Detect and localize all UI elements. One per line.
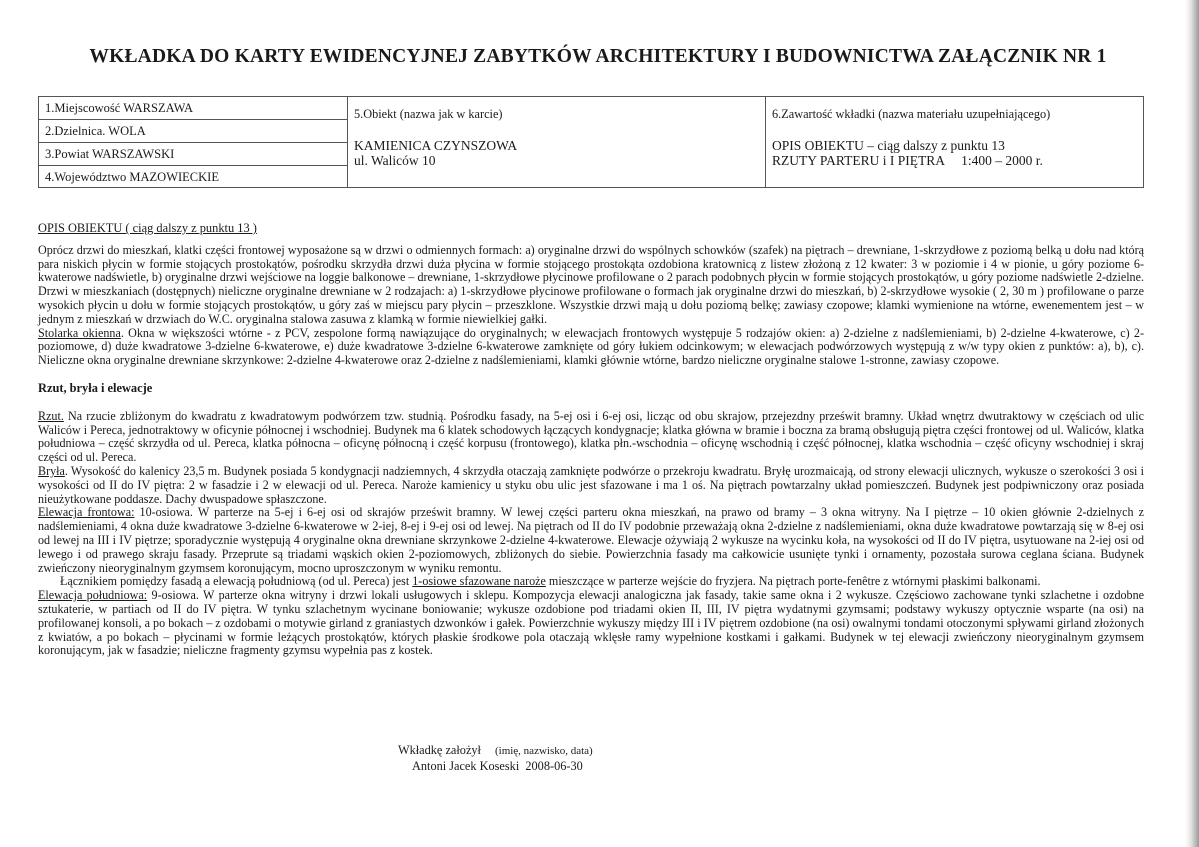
contents-line-1: OPIS OBIEKTU – ciąg dalszy z punktu 13 (772, 138, 1005, 153)
signature-block (398, 743, 593, 774)
contents-line-2: RZUTY PARTERU i I PIĘTRA 1:400 – 2000 r. (772, 153, 1043, 168)
contents-label: 6.Zawartość wkładki (nazwa materiału uzupełniającego) (772, 107, 1051, 121)
description-body (38, 222, 1144, 658)
header-table (38, 96, 1144, 188)
object-address: ul. Waliców 10 (354, 153, 436, 168)
connector-highlight: 1-osiowe sfazowane naroże (412, 574, 546, 589)
location-province: 4.Województwo MAZOWIECKIE (45, 170, 219, 184)
signature-label: Wkładkę założył (398, 743, 481, 757)
location-column (39, 97, 348, 187)
document-title: WKŁADKA DO KARTY EWIDENCYJNEJ ZABYTKÓW ARCHITEKTURY I BUDOWNICTWA ZAŁĄCZNIK NR 1 (89, 46, 1107, 67)
object-column (348, 97, 766, 187)
connector-paragraph (38, 575, 1144, 589)
south-text: 9-osiowa. W parterze okna witryny i drzwi lokali usługowych i sklepu. Kompozycja elewacji analogiczna jak fasady, takie same okna i 2 wykusze. Częściowo zachowane tynki szlachetne i ozdobne sztukaterie, w partiach od II do IV piętra. W tynku szlachetnym wycinane boniowanie; wykusze ozdobione pod triadami okien II, III, IV piętra wydatnymi gzymsami; podstawy wykuszy optycznie wsparte (na osi) na profilowanej konsoli, a po bokach – z ozdobami o motywie girland z graniastych dzwonków i gałek. Powierzchnie wykuszy między III i IV piętrem ozdobione (na osi) owalnymi tondami otoczonymi spływami girland złożonych z kwiatów, a po bokach – płycinami w formie leżących prostokątów, których płaskie środkowe pola otaczają wklęsłe ramy wypełnione kostkami i gałkami. Budynek w tej elewacji zwieńczony nieoryginalnym gzymsem koronującym, jak w fasadzie; nieliczne fragmenty gzymsu wypełnia pas z kostek. (38, 588, 1144, 658)
object-name: KAMIENICA CZYNSZOWA (354, 138, 518, 153)
signature-hint: (imię, nazwisko, data) (494, 745, 593, 757)
section-title: OPIS OBIEKTU ( ciąg dalszy z punktu 13 ) (38, 221, 257, 235)
plan-label: Rzut. (38, 408, 64, 423)
doors-text: Oprócz drzwi do mieszkań, klatki części frontowej wyposażone są w drzwi o odmiennych formach: a) oryginalne drzwi do wspólnych schowków (szafek) na piętrach – drewniane, 1-skrzydłowe z poziomą belką u dołu nad którą para niskich płycin w formie stojących prostokątów, pośrodku skrzydła drzwi duża płycina w formie stojącego prostokąta ozdobiona kratownicą z listew złożoną z 12 kwater: 3 w poziomie i 4 w pionie, u góry poziome 6-kwaterowe nadświetle, b) oryginalne drzwi wejściowe na loggie balkonowe – drewniane, 1-skrzydłowe płycinowe profilowane o 2 parach podobnych płycin w formie stojących prostokątów, u góry poziome nadświetle 2-dzielne. Drzwi w mieszkaniach (dostępnych) nieliczne oryginalne drewniane w 2 rodzajach: a) 1-skrzydłowe płycinowe profilowane o formach jak oryginalne drzwi do mieszkań, b) 2-skrzydłowe wysokie ( 2, 30 m ) profilowane o parze wysokich płycin u dołu w formie stojących prostokątów, u góry zaś w miejscu pary płycin – przeszklone. Wszystkie drzwi mają u dołu poziomą belkę; zawiasy czopowe; klamki wymienione na wtórne, ewenementem jest – w jednym z mieszkań w drzwiach do W.C. oryginalna stalowa zasuwa z klamką w formie niewielkiej gałki. (38, 242, 1144, 326)
location-county: 3.Powiat WARSZAWSKI (39, 143, 347, 166)
location-city: 1.Miejscowość WARSZAWA (39, 97, 347, 120)
doors-paragraph (38, 244, 1144, 368)
mass-label: Bryła (38, 463, 65, 478)
windows-text: . Okna w większości wtórne - z PCV, zespolone formą nawiązujące do oryginalnych; w elewacjach frontowych występuje 5 rodzajów okien: a) 2-dzielne z nadślemieniami, b) 2-dzielne 4-kwaterowe, c) 2-poziomowe, d) duże kwadratowe 3-dzielne 6-kwaterowe, e) duże kwadratowe 3-dzielne 6-kwaterowe zamknięte od góry łukiem odcinkowym; w elewacjach podwórzowych występują z w/w typy okien z punktów: a), b), c). Nieliczne okna oryginalne drewniane skrzynkowe: 2-dzielne 4-kwaterowe oraz 2-dzielne z nadślemieniami, klamki głównie wtórne, bardzo nieliczne oryginalne stalowe 1-stronne, zawiasy czopowe. (38, 325, 1144, 368)
front-label: Elewacja frontowa: (38, 505, 135, 520)
location-district: 2.Dzielnica. WOLA (39, 120, 347, 143)
plan-paragraph (38, 410, 1144, 576)
connector-pre: Łącznikiem pomiędzy fasadą a elewacją południową (od ul. Pereca) jest (60, 574, 413, 589)
heading-plan-mass-elevations: Rzut, bryła i elewacje (38, 380, 153, 395)
south-paragraph (38, 589, 1144, 658)
connector-post: mieszczące w parterze wejście do fryzjera. Na piętrach porte-fenêtre z wtórnymi płaskimi balkonami. (545, 574, 1041, 589)
mass-text: . Wysokość do kalenicy 23,5 m. Budynek posiada 5 kondygnacji nadziemnych, 4 skrzydła otaczają zamknięte podwórze o przekroju kwadratu. Bryłę urozmaicają, od strony elewacji ulicznych, wykusze o szerokości 3 osi i wysokości od II do IV piętra: 2 w fasadzie i 2 w elewacji od ul. Pereca. Naroże kamienicy u styku obu ulic jest sfazowane i ma 1 oś. Na piętrach powtarzalny układ pomieszczeń. Budynek jest podpiwniczony oraz posiada nieużytkowane poddasze. Dachy dwuspadowe spłaszczone. (38, 463, 1144, 506)
object-label: 5.Obiekt (nazwa jak w karcie) (354, 107, 503, 121)
signature-name: Antoni Jacek Koseski 2008-06-30 (412, 759, 583, 773)
south-label: Elewacja południowa: (38, 588, 148, 603)
signature-line-1 (398, 743, 593, 759)
front-text: 10-osiowa. W parterze na 5-ej i 6-ej osi od skrajów prześwit bramny. W lewej części parteru okna mieszkań, na prawo od bramy – 3 okna witryny. Na I piętrze – 10 okien głównie 2-dzielnych z nadślemieniami, 4 okna duże kwadratowe 3-dzielne 6-kwaterowe w 2-iej, 8-ej i 9-ej osi od lewej. Na piętrach od II do IV podobnie przeważają okna 2-dzielne z nadślemieniami, okna duże kwadratowe powtarzają się w 8-ej osi od lewej na III i IV piętrze; sporadycznie występują 4 oryginalne okna drewniane skrzynkowe 2-dzielne 4-kwaterowe. Elewacje ożywiają 2 wykusze na wycinku koła, na wysokości od II do IV piętra, usytuowane na 2-iej osi od lewego i od prawego skraju fasady. Przeprute są triadami wąskich okien 2-poziomowych, zbliżonych do siebie. Powierzchnia fasady ma całkowicie usunięte tynki i ornamenty, pozostała surowa ceglana ściana. Budynek zwieńczony nieoryginalnym gzymsem koronującym, mocno uproszczonym w wyniku remontu. (38, 505, 1144, 575)
windows-label: Stolarka okienna (38, 325, 121, 340)
scan-edge (1185, 0, 1199, 847)
contents-column (766, 97, 1143, 187)
plan-text: Na rzucie zbliżonym do kwadratu z kwadratowym podwórzem tzw. studnią. Pośrodku fasady, na 5-ej osi i 6-ej osi, licząc od obu skrajow, przejezdny prześwit bramny. Układ wnętrz dwutraktowy w częściach od ulic Waliców i Pereca, jednotraktowy w oficynie północnej i wschodniej. Budynek ma 6 klatek schodowych łączących kondygnacje; klatka główna w bramie i boczna za bramą obsługują piętra części frontowej od ul. Waliców, klatka południowa – część skrzydła od ul. Pereca, klatka północna – oficynę północną i część korpusu (frontowego), klatka płn.-wschodnia – oficynę wschodnią i część północnej, klatka wschodnia – część oficyny wschodniej i skraj części od ul. Pereca. (38, 408, 1144, 465)
